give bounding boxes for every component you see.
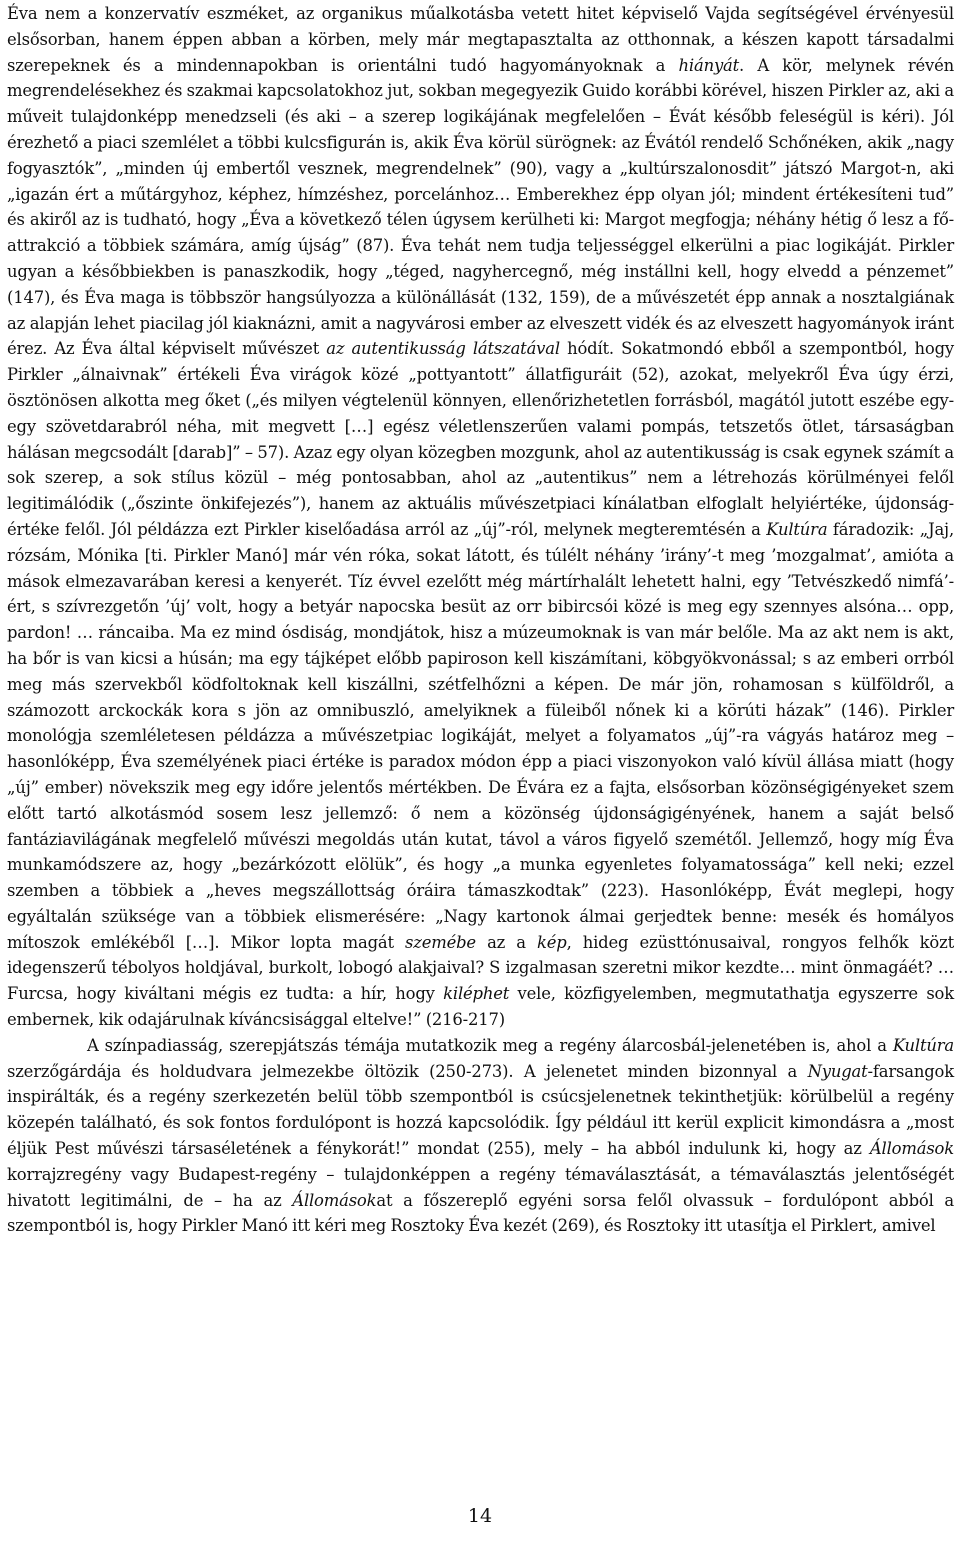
italic-text: Kultúra — [766, 519, 828, 539]
italic-text: kép — [536, 932, 567, 952]
text-run: Éva nem a konzervatív eszméket, az organikus műalkotásba vetett hitet képviselő Vajda segítségével érvényesül elsősorban, hanem éppen abban a körben, mely már megtapasztalta az otthonnak, a készen kapott társadalmi szerepeknek és a mindennapokban is orientálni tudó hagyományoknak a — [7, 4, 954, 75]
text-run: A színpadiasság, szerepjátszás témája mutatkozik meg a regény álarcosbál-jelenetében is, ahol a — [87, 1035, 893, 1055]
text-run: az a — [475, 932, 537, 952]
paragraph — [7, 1, 954, 1033]
text-run: . A kör, melynek révén megrendelésekhez és szakmai kapcsolatokhoz jut, sokban megegyezik Guido korábbi körével, hiszen Pirkler az, aki a műveit tulajdonképp menedzseli (és aki – a szerep logikájának megfelelően – Évát később feleségül is kéri). Jól érezhető a piaci szemlélet a többi kulcsfigurán is, akik Éva körül sürögnek: az Évától rendelő Schőnéken, akik „nagy fogyasztók”, „minden új embertől vesznek, megrendelnek” (90), vagy a „kultúrszalonosdit” játszó Margot-n, aki „igazán ért a műtárgyhoz, képhez, hímzéshez, porcelánhoz… Emberekhez épp olyan jól; mindent értékesíteni tud” és akiről az is tudható, hogy „Éva a következő télen úgysem kerülheti ki: Margot megfogja; néhány hétig ő lesz a fő-attrakció a többiek számára, amíg újság” (87). Éva tehát nem tudja teljességgel elkerülni a piac logikáját. Pirkler ugyan a későbbiekben is panaszkodik, hogy „téged, nagyhercegnő, még instállni kell, hogy elvedd a pénzemet” (147), és Éva maga is többször hangsúlyozza a különállását (132, 159), de a művészetét épp annak a nosztalgiának az alapján lehet piacilag jól kiaknázni, amit a nagyvárosi ember az elveszett vidék és az elveszett hagyományok iránt érez. Az Éva által képviselt művészet — [7, 55, 954, 359]
page-number: 14 — [467, 1505, 493, 1527]
italic-text: Nyugat — [807, 1061, 868, 1081]
text-run: vele, közfigyelemben, megmutathatja egyszerre sok embernek, kik odajárulnak kíváncsisággal eltelve!” (216-217) — [7, 984, 954, 1030]
text-run: szerzőgárdája és holdudvara jelmezekbe öltözik (250-273). A jelenetet minden bizonnyal a — [7, 1061, 808, 1081]
text-run: korrajzregény vagy Budapest-regény – tulajdonképpen a regény témaválasztását, a témaválasztás jelentőségét hivatott legitimálni, de – ha az — [7, 1164, 954, 1210]
italic-text: Állomások — [869, 1139, 954, 1159]
text-run: at a főszereplő egyéni sorsa felől olvassuk – fordulópont abból a szempontból is, hogy Pirkler Manó itt kéri meg Rosztoky Éva kezét (269), és Rosztoky itt utasítja el Pirklert, amivel — [7, 1190, 955, 1236]
text-body — [7, 0, 954, 1239]
text-run: , hideg ezüsttónusaival, rongyos felhők közt idegenszerű tébolyos holdjával, burkolt, lobogó alakjaival? S izgalmasan szeretni mikor kezdte… mint önmagáét? … Furcsa, hogy kiváltani mégis ez tudta: a hír, hogy — [7, 932, 954, 1004]
italic-text: az autentikusság látszatával — [326, 339, 560, 359]
paragraph — [7, 1033, 954, 1239]
italic-text: Állomások — [292, 1190, 377, 1210]
text-run: hódít. Sokatmondó ebből a szempontból, hogy Pirkler „álnaivnak” értékeli Éva virágok közé „pottyantott” állatfiguráit (52), azokat, melyekről Éva úgy érzi, ösztönösen alkotta meg őket („és milyen végtelenül könnyen, ellenőrizhetetlen forrásból, magától jutott eszébe egy-egy szövetdarabról néha, mit megvett […] egész véletlenszerűen valami pompás, tetszetős ötlet, társaságban hálásan megcsodált [darab]” – 57). Azaz egy olyan közegben mozgunk, ahol az autentikusság is csak egynek számít a sok szerep, a sok stílus közül – még pontosabban, ahol az „autentikus” nem a létrehozás körülményei felől legitimálódik („őszinte önkifejezés”), hanem az aktuális művészetpiaci kínálatban elfoglalt helyiértéke, újdonság-értéke felől. Jól példázza ezt Pirkler kiselőadása arról az „új”-ról, melynek megteremtésén a — [7, 339, 954, 539]
italic-text: hiányát — [678, 55, 740, 75]
italic-text: Kultúra — [892, 1035, 954, 1055]
italic-text: szemébe — [405, 932, 476, 952]
italic-text: kiléphet — [443, 984, 510, 1004]
text-run: -farsangok inspirálták, és a regény szerkezetén belül több szempontból is csúcsjelenetnek tekinthetjük: körülbelül a regény közepén található, és sok fontos fordulópont is hozzá kapcsolódik. Így például itt kerül explicit kimondásra a „most éljük Pest művészi társaséletének a fénykorát!” mondat (255), mely – ha abból indulunk ki, hogy az — [7, 1061, 954, 1159]
text-run: fáradozik: „Jaj, rózsám, Mónika [ti. Pirkler Manó] már vén róka, sokat látott, és túlélt néhány ’irány’-t meg ’mozgalmat’, amióta a mások elmezavarában keresi a kenyerét. Tíz évvel ezelőtt még mártírhalált lehetett halni, egy ’Tetvészkedő nimfá’-ért, s szívrezgetőn ’új’ volt, hogy a betyár napocska besüt az orr bibircsói közé is meg egy szennyes alsóna… opp, pardon! … ráncaiba. Ma ez mind ósdiság, mondjátok, hisz a múzeumoknak is van már belőle. Ma az akt nem is akt, ha bőr is van kicsi a húsán; ma egy tájképet előbb papiroson kell kiszámítani, köbgyökvonással; s az emberi orrból meg más szervekből ködfoltoknak kell kiszállni, szétfelhőzni a képen. De már jön, rohamosan s külföldről, a számozott arckockák kora s jön az omnibuszló, amelyiknek a füleiből nőnek ki a körúti házak” (146). Pirkler monológja szemléletesen példázza a művészetpiac logikáját, melyet a folyamatos „új”-ra vágyás határoz meg – hasonlóképp, Éva személyének piaci értéke is paradox módon épp a piaci viszonyokon való kívül állása miatt (hogy „új” ember) növekszik meg egy időre jelentős mértékben. De Évára ez a fajta, elsősorban közönségigényeket szem előtt tartó alkotásmód sosem lesz jellemző: ő nem a közönség újdonságigényének, hanem a saját belső fantáziavilágának megfelelő művészi megoldás után kutat, távol a város figyelő szemétől. Jellemző, hogy míg Éva munkamódszere az, hogy „bezárkózott elölük”, és hogy „a munka egyenletes folyamatossága” kell neki; ezzel szemben a többiek a „heves megszállottság óráira támaszkodtak” (223). Hasonlóképp, Évát meglepi, hogy egyáltalán szüksége van a többiek elismerésére: „Nagy kartonok álmai gerjedtek benne: mesék és homályos mítoszok emlékéből […]. Mikor lopta magát — [7, 519, 954, 952]
